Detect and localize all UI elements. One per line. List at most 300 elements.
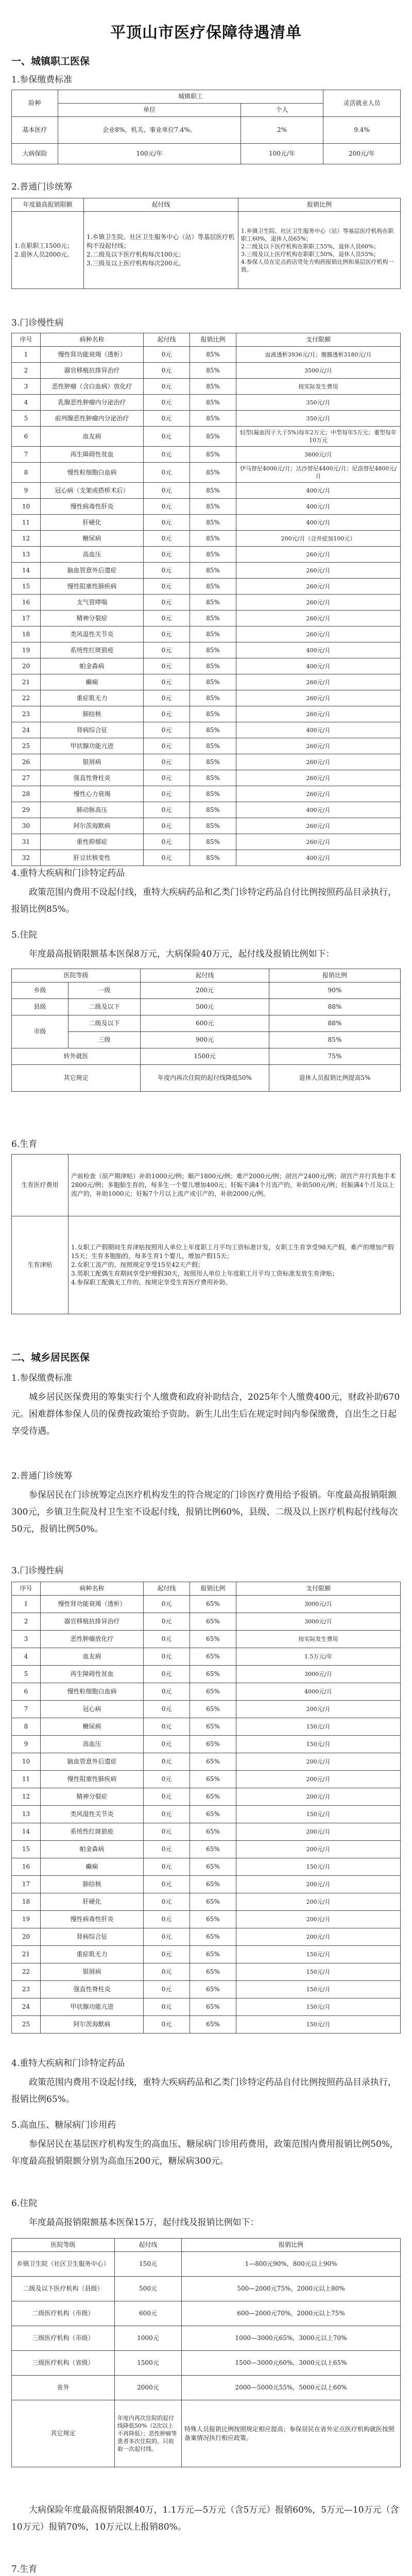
s2-chronic-row (12, 1648, 401, 1666)
s1-chronic-cell: 乳腺恶性肿瘤内分泌治疗 (41, 395, 144, 411)
s2-chronic-cell: 恶性肿瘤放化疗 (41, 1631, 144, 1648)
t5-g4: 转外就医 (12, 1048, 141, 1065)
s2-chronic-cell: 癫痫 (41, 1858, 144, 1876)
t5-g3-lvl2: 三级 (68, 1032, 141, 1048)
s1-chronic-row (12, 674, 401, 690)
s1-chronic-cell: 0元 (144, 531, 190, 547)
s2-chronic-cell: 肝硬化 (41, 1893, 144, 1911)
s1-chronic-cell: 260元/月 (236, 595, 401, 611)
s2-chronic-cell: 20 (12, 1928, 41, 1946)
s1-chronic-cell: 24 (12, 722, 41, 738)
s1-chronic-cell: 0元 (144, 347, 190, 363)
t6-r1-text: 产前检查（原产期津贴）补助1000元/例；顺产1800元/例；难产2000元/例；剖宫产2400元/例；剖宫产并行其他手术2800元/例；多胞胎生育的，每多生一个婴儿增加400元；妊娠不满4个月流产的，补助500元/例；妊娠满4个月及以上流产的，补助1000元；妊娠7个月以上流产或引产的，补助2000元/例。 (68, 1155, 401, 1216)
s1-chronic-cell: 260元/月 (236, 611, 401, 626)
s2-chronic-cell: 帕金森病 (41, 1841, 144, 1858)
s1-chronic-cell: 10 (12, 499, 41, 515)
s2-chronic-cell: 0元 (144, 1858, 190, 1876)
s1-chronic-cell: 0元 (144, 850, 190, 866)
s1-chronic-row (12, 395, 401, 411)
s1-chronic-cell: 12 (12, 531, 41, 547)
t1-r2-person: 100元/年 (241, 144, 323, 164)
s1-chronic-cell: 8 (12, 463, 41, 483)
s2-chronic-cell: 150元/月 (236, 1998, 401, 2016)
s1-chronic-cell: 400元/月 (236, 499, 401, 515)
t2-c2: 1.乡镇卫生院、社区卫生服务中心（站）等基层医疗机构不设起付线； 2.二级及以下医疗机构每次100元； 3.三级及以上医疗机构每次200元。 (84, 212, 238, 289)
s2-chronic-cell: 阿尔茨海默病 (41, 2016, 144, 2033)
t5-g1: 乡级 (12, 982, 68, 999)
s2-chronic-cell: 肾病综合征 (41, 1928, 144, 1946)
s1-chronic-cell: 强直性脊柱炎 (41, 770, 144, 786)
t3-h-no: 序号 (12, 333, 41, 347)
s1-chronic-row (12, 411, 401, 427)
s2-chronic-cell: 15 (12, 1841, 41, 1858)
s1-chronic-row (12, 463, 401, 483)
s1-chronic-row (12, 818, 401, 834)
s2-inpatient-cell: 600—2000元70%，2000元以上75% (182, 2301, 401, 2326)
s2-chronic-cell: 150元/月 (236, 1718, 401, 1736)
s2-chronic-row (12, 1893, 401, 1911)
t5-h-hosp: 医院等级 (12, 969, 141, 982)
s2-chronic-cell: 甲状腺功能亢进 (41, 1998, 144, 2016)
s1-chronic-cell: 0元 (144, 818, 190, 834)
s1-chronic-cell: 85% (190, 463, 236, 483)
s2-chronic-cell: 65% (190, 1876, 236, 1893)
s1-chronic-cell: 器官移植抗排异治疗 (41, 363, 144, 379)
s1-chronic-cell: 85% (190, 818, 236, 834)
s2-chronic-cell: 5 (12, 1666, 41, 1683)
s1-chronic-row (12, 642, 401, 658)
s2-chronic-cell: 0元 (144, 1683, 190, 1701)
t5-g3-ratio2: 85% (269, 1032, 401, 1048)
section2-heading: 二、城乡居民医保 (11, 1352, 90, 1363)
s1-chronic-cell: 0元 (144, 595, 190, 611)
t1-h-employee: 城镇职工 (58, 90, 323, 104)
s2-t6-other-dedu: 年度内再次住院的起付线降低50%（2次以上不再降低）；恶性肿瘤等患者多次住院的，只收取一次起付线。 (115, 2400, 182, 2467)
s2-chronic-cell: 200元/月 (236, 1928, 401, 1946)
s1-chronic-cell: 260元/月 (236, 786, 401, 802)
s1-chronic-row (12, 595, 401, 611)
s2-chronic-cell: 150元/月 (236, 1981, 401, 1998)
s2-t6-h-dedu: 起付线 (115, 2239, 182, 2252)
s1-chronic-cell: 85% (190, 547, 236, 563)
s1-p2-title: 2.普通门诊统筹 (11, 182, 73, 192)
t3-h-ratio: 报销比例 (190, 333, 236, 347)
s2-chronic-cell: 65% (190, 1841, 236, 1858)
s1-chronic-cell: 85% (190, 690, 236, 706)
s1-chronic-cell: 85% (190, 738, 236, 754)
s2-chronic-cell: 200元/月 (236, 1841, 401, 1858)
t5-g3: 市级 (12, 1015, 68, 1048)
t5-g3-dedu2: 900元 (141, 1032, 269, 1048)
s1-chronic-cell: 20 (12, 658, 41, 674)
s1-chronic-row (12, 363, 401, 379)
s1-chronic-cell: 肝豆状核变性 (41, 850, 144, 866)
s2-t3-h-dedu: 起付线 (144, 1582, 190, 1596)
s2-chronic-cell: 慢性肾功能衰竭（透析） (41, 1596, 144, 1613)
t5-g3-ratio1: 88% (269, 1015, 401, 1032)
s1-chronic-cell: 9 (12, 483, 41, 499)
s2-inpatient-row (12, 2277, 401, 2301)
s2-inpatient-row (12, 2301, 401, 2326)
s1-chronic-cell: 350元/月 (236, 411, 401, 427)
s2-chronic-cell: 65% (190, 1666, 236, 1683)
s1-p3-title: 3.门诊慢性病 (11, 318, 64, 328)
s1-chronic-cell: 慢性病毒性肝炎 (41, 499, 144, 515)
s2-chronic-cell: 200元/月 (236, 1893, 401, 1911)
s1-chronic-row (12, 802, 401, 818)
s2-chronic-cell: 200元/月 (236, 1753, 401, 1771)
s1-chronic-cell: 轻型(凝血因子大于5%)每年2万元；中型每年5万元；重型每年10万元 (236, 427, 401, 447)
t3-h-name: 病种名称 (41, 333, 144, 347)
s1-p6-title: 6.生育 (11, 1139, 38, 1149)
s1-chronic-cell: 400元/月 (236, 642, 401, 658)
s2-chronic-cell: 慢性粒细胞白血病 (41, 1683, 144, 1701)
s2-chronic-cell: 200元/月 (236, 1701, 401, 1718)
t3-h-dedu: 起付线 (144, 333, 190, 347)
s2-chronic-row (12, 1631, 401, 1648)
t5-g2: 县级 (12, 999, 68, 1015)
s1-chronic-cell: 0元 (144, 690, 190, 706)
t5-g3-dedu1: 600元 (141, 1015, 269, 1032)
s1-chronic-cell: 85% (190, 786, 236, 802)
t1-r1-unit: 企业8%，机关、事业单位7.4%。 (58, 117, 241, 144)
s1-chronic-row (12, 347, 401, 363)
s2-chronic-cell: 13 (12, 1806, 41, 1823)
s2-t3-h-no: 序号 (12, 1582, 41, 1596)
s2-chronic-cell: 65% (190, 1963, 236, 1981)
s2-chronic-cell: 0元 (144, 1841, 190, 1858)
s2-chronic-cell: 23 (12, 1981, 41, 1998)
s2-chronic-cell: 0元 (144, 1666, 190, 1683)
t2-h2: 起付线 (84, 198, 238, 212)
s1-chronic-cell: 按实际发生费用 (236, 379, 401, 395)
s2-chronic-cell: 200元/月 (236, 1823, 401, 1841)
s1-chronic-cell: 14 (12, 563, 41, 579)
t2-c3: 1.乡镇卫生院、社区卫生服务中心（站）等基层医疗机构在职职工60%，退休人员65%； 2.二级及以下医疗机构在职职工55%，退休人员60%； 3.三级及以上医疗机构在职职工50%，退休人员55%； 4.参保人员在定点药店凭处方购药报销比例和基层医疗机构一致。 (238, 212, 401, 289)
t5-g5: 其它规定 (12, 1065, 141, 1092)
s2-chronic-cell: 18 (12, 1893, 41, 1911)
s1-chronic-table (11, 333, 401, 866)
s1-chronic-cell: 85% (190, 483, 236, 499)
s1-chronic-cell: 21 (12, 674, 41, 690)
s1-chronic-row (12, 611, 401, 626)
s2-chronic-cell: 150元/月 (236, 1736, 401, 1753)
s1-chronic-cell: 85% (190, 347, 236, 363)
s2-p6-title: 6.住院 (11, 2198, 38, 2209)
s1-p5-title: 5.住院 (11, 930, 38, 940)
s2-chronic-row (12, 2016, 401, 2033)
t5-h-dedu: 起付线 (141, 969, 269, 982)
s1-chronic-cell: 85% (190, 658, 236, 674)
s2-chronic-cell: 11 (12, 1771, 41, 1788)
s1-chronic-cell: 5 (12, 411, 41, 427)
s2-chronic-cell: 高血压 (41, 1736, 144, 1753)
s1-chronic-cell: 85% (190, 626, 236, 642)
s2-chronic-cell: 9 (12, 1736, 41, 1753)
s1-chronic-cell: 15 (12, 579, 41, 595)
s2-inpatient-cell: 1000—3000元65%，3000元以上70% (182, 2326, 401, 2351)
s1-chronic-cell: 前列腺恶性肿瘤内分泌治疗 (41, 411, 144, 427)
s1-chronic-cell: 85% (190, 395, 236, 411)
t1-h-unit: 单位 (58, 104, 241, 117)
s2-p6-text: 年度最高报销限额基本医保15万，起付线及报销比例如下： (29, 2217, 259, 2228)
s2-inpatient-cell: 1500元 (115, 2351, 182, 2376)
s1-chronic-cell: 260元/月 (236, 547, 401, 563)
s2-chronic-cell: 65% (190, 1683, 236, 1701)
s2-t6-other-ratio: 特殊人员报销比例按照规定相应提高；参保居民在省外定点医疗机构就医按照备案情况执行相应政策。 (182, 2400, 401, 2467)
s2-p2-text: 参保居民在门诊统筹定点医疗机构发生的符合规定的门诊医疗费用给予报销。年度最高报销限额300元，乡镇卫生院及村卫生室不设起付线，报销比例60%，县级、二级及以上医疗机构起付线每次50元，报销比例50%。 (11, 1490, 398, 1534)
s2-t3-h-ratio: 报销比例 (190, 1582, 236, 1596)
s1-chronic-cell: 糖尿病 (41, 531, 144, 547)
s1-chronic-cell: 85% (190, 531, 236, 547)
s2-chronic-cell: 0元 (144, 1806, 190, 1823)
s2-chronic-cell: 65% (190, 1928, 236, 1946)
s1-chronic-row (12, 626, 401, 642)
s1-chronic-cell: 肾病综合征 (41, 722, 144, 738)
s1-chronic-cell: 6 (12, 427, 41, 447)
s2-p4-text: 政策范围内费用不设起付线，重特大疾病药品和乙类门诊特定药品自付比例按照药品目录执行，报销比例65%。 (11, 2077, 397, 2105)
s2-chronic-cell: 强直性脊柱炎 (41, 1981, 144, 1998)
s2-chronic-cell: 25 (12, 2016, 41, 2033)
s2-chronic-cell: 1.5万元/年 (236, 1648, 401, 1666)
s1-chronic-cell: 18 (12, 626, 41, 642)
s2-inpatient-cell: 1000元 (115, 2326, 182, 2351)
s2-chronic-cell: 1 (12, 1596, 41, 1613)
s1-chronic-cell: 260元/月 (236, 706, 401, 722)
s1-chronic-cell: 30 (12, 818, 41, 834)
s1-chronic-cell: 85% (190, 595, 236, 611)
s2-chronic-row (12, 1718, 401, 1736)
s1-chronic-cell: 16 (12, 595, 41, 611)
t5-g3-lvl1: 二级及以下 (68, 1015, 141, 1032)
t6-r1-label: 生育医疗费用 (12, 1155, 68, 1216)
s2-chronic-cell: 65% (190, 1596, 236, 1613)
t3-h-limit: 支付限额 (236, 333, 401, 347)
t1-r1-person: 2% (241, 117, 323, 144)
s2-chronic-cell: 0元 (144, 1876, 190, 1893)
t5-h-ratio: 报销比例 (269, 969, 401, 982)
t5-g2-ratio: 88% (269, 999, 401, 1015)
t6-r2-text: 1.女职工产假期间生育津贴按照用人单位上年度职工月平均工资标准计发，女职工生育享受98天产假，难产的增加产假15天；生育多胞胎的，每多生育1个婴儿，增加产假15天； 2.女职工流产的，按照规定享受15至42天产假； 3.男职工配偶生育期间享受护理假30天，按照用人单位上年度职工月平均工资标准发放生育津贴； 4.参保职工配偶无工作的，按规定享受生育医疗费用补助。 (68, 1216, 401, 1314)
s1-chronic-cell: 23 (12, 706, 41, 722)
s1-chronic-cell: 85% (190, 706, 236, 722)
s2-inpatient-cell: 二级及以下医疗机构（县级） (12, 2277, 115, 2301)
s2-chronic-row (12, 1613, 401, 1631)
s2-t6-h-hosp: 医院等级 (12, 2239, 115, 2252)
s2-t6-other-label: 其它规定 (12, 2400, 115, 2467)
s2-chronic-cell: 65% (190, 1631, 236, 1648)
s1-chronic-cell: 伊马替尼4000元/月；达沙替尼4400元/月；尼洛替尼4800元/月 (236, 463, 401, 483)
s2-chronic-cell: 0元 (144, 1893, 190, 1911)
s2-chronic-cell: 12 (12, 1788, 41, 1806)
s1-chronic-cell: 0元 (144, 642, 190, 658)
s2-chronic-row (12, 1946, 401, 1963)
s1-chronic-cell: 31 (12, 834, 41, 850)
s1-chronic-cell: 29 (12, 802, 41, 818)
t2-h3: 报销比例 (238, 198, 401, 212)
s2-chronic-cell: 65% (190, 1858, 236, 1876)
s1-chronic-cell: 85% (190, 674, 236, 690)
s2-inpatient-cell: 500元 (115, 2277, 182, 2301)
s1-chronic-cell: 19 (12, 642, 41, 658)
s1-chronic-cell: 阿尔茨海默病 (41, 818, 144, 834)
s1-chronic-cell: 85% (190, 850, 236, 866)
s2-chronic-cell: 150元/月 (236, 1963, 401, 1981)
s1-chronic-cell: 85% (190, 563, 236, 579)
s1-chronic-cell: 0元 (144, 579, 190, 595)
s2-inpatient-cell: 乡镇卫生院（社区卫生服务中心） (12, 2252, 115, 2277)
s1-chronic-cell: 支气管哮喘 (41, 595, 144, 611)
s1-chronic-cell: 260元/月 (236, 579, 401, 595)
s2-chronic-row (12, 1806, 401, 1823)
s1-chronic-cell: 0元 (144, 379, 190, 395)
s1-chronic-cell: 13 (12, 547, 41, 563)
s2-t6-h-ratio: 报销比例 (182, 2239, 401, 2252)
s2-chronic-cell: 0元 (144, 1596, 190, 1613)
s1-p5-text: 年度最高报销限额基本医保8万元，大病保险40万元，起付线及报销比例如下： (29, 949, 335, 959)
s1-chronic-cell: 400元/月 (236, 483, 401, 499)
s1-chronic-cell: 85% (190, 834, 236, 850)
s2-inpatient-cell: 二级医疗机构（市级） (12, 2301, 115, 2326)
s1-chronic-row (12, 658, 401, 674)
s1-chronic-cell: 0元 (144, 658, 190, 674)
s1-chronic-cell: 0元 (144, 754, 190, 770)
s1-chronic-cell: 冠心病（支架或搭桥术后） (41, 483, 144, 499)
s1-chronic-cell: 0元 (144, 834, 190, 850)
s2-chronic-cell: 4000元/月 (236, 1683, 401, 1701)
s2-chronic-table (11, 1582, 401, 2033)
s1-chronic-cell: 0元 (144, 463, 190, 483)
s1-chronic-row (12, 834, 401, 850)
t1-r2-unit: 100元/年 (58, 144, 241, 164)
t1-r1-flex: 9.4% (323, 117, 401, 144)
s1-chronic-cell: 0元 (144, 547, 190, 563)
s2-inpatient-cell: 2000元 (115, 2376, 182, 2400)
s2-inpatient-cell: 500—2000元75%，2000元以上80% (182, 2277, 401, 2301)
s1-chronic-row (12, 722, 401, 738)
t5-g1-ratio: 90% (269, 982, 401, 999)
s2-chronic-cell: 65% (190, 1648, 236, 1666)
s1-chronic-cell: 85% (190, 363, 236, 379)
s2-chronic-row (12, 1771, 401, 1788)
s1-chronic-cell: 0元 (144, 363, 190, 379)
t1-r1-label: 基本医疗 (12, 117, 58, 144)
s1-p4-text: 政策范围内费用不设起付线，重特大疾病药品和乙类门诊特定药品自付比例按照药品目录执行，报销比例85%。 (11, 887, 397, 914)
s1-chronic-cell: 25 (12, 738, 41, 754)
s2-chronic-row (12, 1753, 401, 1771)
s1-chronic-cell: 85% (190, 499, 236, 515)
s1-chronic-cell: 高血压 (41, 547, 144, 563)
s1-chronic-cell: 银屑病 (41, 754, 144, 770)
s2-chronic-cell: 0元 (144, 1998, 190, 2016)
s2-chronic-row (12, 1928, 401, 1946)
s2-chronic-row (12, 1701, 401, 1718)
s2-chronic-cell: 肺结核 (41, 1876, 144, 1893)
s2-p3-title: 3.门诊慢性病 (11, 1566, 64, 1576)
s2-chronic-cell: 8 (12, 1718, 41, 1736)
s1-chronic-cell: 恶性肿瘤（含白血病）放化疗 (41, 379, 144, 395)
s1-chronic-cell: 85% (190, 411, 236, 427)
s2-inpatient-cell: 150元 (115, 2252, 182, 2277)
s1-chronic-cell: 85% (190, 722, 236, 738)
s2-p4-title: 4.重特大疾病和门诊特定药品 (11, 2058, 125, 2069)
s2-chronic-cell: 16 (12, 1858, 41, 1876)
s1-chronic-cell: 慢性粒细胞白血病 (41, 463, 144, 483)
s1-chronic-row (12, 499, 401, 515)
s2-chronic-cell: 65% (190, 1613, 236, 1631)
s1-chronic-cell: 0元 (144, 770, 190, 786)
s2-chronic-row (12, 1683, 401, 1701)
s2-chronic-cell: 再生障碍性贫血 (41, 1666, 144, 1683)
s2-chronic-row (12, 1998, 401, 2016)
s1-chronic-cell: 癫痫 (41, 674, 144, 690)
s2-chronic-row (12, 1858, 401, 1876)
t5-g5-ratio: 退休人员报销比例提高5% (269, 1065, 401, 1092)
s1-chronic-row (12, 379, 401, 395)
s2-chronic-cell: 0元 (144, 1946, 190, 1963)
s2-chronic-cell: 器官移植抗排异治疗 (41, 1613, 144, 1631)
s1-chronic-cell: 3600元/月 (236, 447, 401, 463)
s2-inpatient-cell: 2000—5000元55%，5000元以上60% (182, 2376, 401, 2400)
s1-chronic-cell: 85% (190, 611, 236, 626)
s1-chronic-cell: 系统性红斑狼疮 (41, 642, 144, 658)
s1-p4-title: 4.重特大疾病和门诊特定药品 (11, 868, 125, 878)
s2-inpatient-cell: 1500—3000元60%，3000元以上65% (182, 2351, 401, 2376)
s2-inpatient-row (12, 2326, 401, 2351)
s2-chronic-cell: 0元 (144, 1753, 190, 1771)
s1-chronic-cell: 慢性阻塞性肺疾病 (41, 579, 144, 595)
s1-chronic-cell: 4 (12, 395, 41, 411)
s1-chronic-cell: 400元/月 (236, 658, 401, 674)
s1-chronic-cell: 血友病 (41, 427, 144, 447)
s1-chronic-cell: 85% (190, 802, 236, 818)
s2-chronic-cell: 0元 (144, 1701, 190, 1718)
s1-chronic-cell: 血液透析3936元/月；腹膜透析3180元/月 (236, 347, 401, 363)
s2-chronic-row (12, 1963, 401, 1981)
s1-chronic-cell: 260元/月 (236, 738, 401, 754)
s1-chronic-cell: 慢性肾功能衰竭（透析） (41, 347, 144, 363)
t5-g2-dedu: 500元 (141, 999, 269, 1015)
t5-g2-lvl: 二级及以下 (68, 999, 141, 1015)
s1-chronic-row (12, 427, 401, 447)
s2-chronic-cell: 0元 (144, 1981, 190, 1998)
s1-chronic-cell: 1 (12, 347, 41, 363)
s1-outpatient-table (11, 198, 401, 289)
s2-chronic-cell: 3000元/月 (236, 1613, 401, 1631)
s1-chronic-cell: 85% (190, 427, 236, 447)
s1-chronic-cell: 400元/月 (236, 850, 401, 866)
s1-chronic-cell: 32 (12, 850, 41, 866)
s1-chronic-cell: 0元 (144, 411, 190, 427)
s1-chronic-cell: 85% (190, 770, 236, 786)
s1-chronic-cell: 慢性心力衰竭 (41, 786, 144, 802)
s1-chronic-cell: 350元/月 (236, 395, 401, 411)
s1-chronic-row (12, 786, 401, 802)
s2-chronic-cell: 200元/月 (236, 1911, 401, 1928)
s2-inpatient-row (12, 2252, 401, 2277)
s1-chronic-cell: 0元 (144, 802, 190, 818)
s2-inpatient-cell: 1—800元90%，800元以上90% (182, 2252, 401, 2277)
s1-chronic-row (12, 563, 401, 579)
s2-chronic-row (12, 1596, 401, 1613)
s2-p5-title: 5.高血压、糖尿病门诊用药 (11, 2120, 116, 2130)
s1-chronic-cell: 0元 (144, 427, 190, 447)
s2-chronic-row (12, 1788, 401, 1806)
s2-chronic-cell: 65% (190, 1788, 236, 1806)
s1-chronic-row (12, 770, 401, 786)
s1-chronic-cell: 260元/月 (236, 770, 401, 786)
s2-chronic-cell: 3 (12, 1631, 41, 1648)
